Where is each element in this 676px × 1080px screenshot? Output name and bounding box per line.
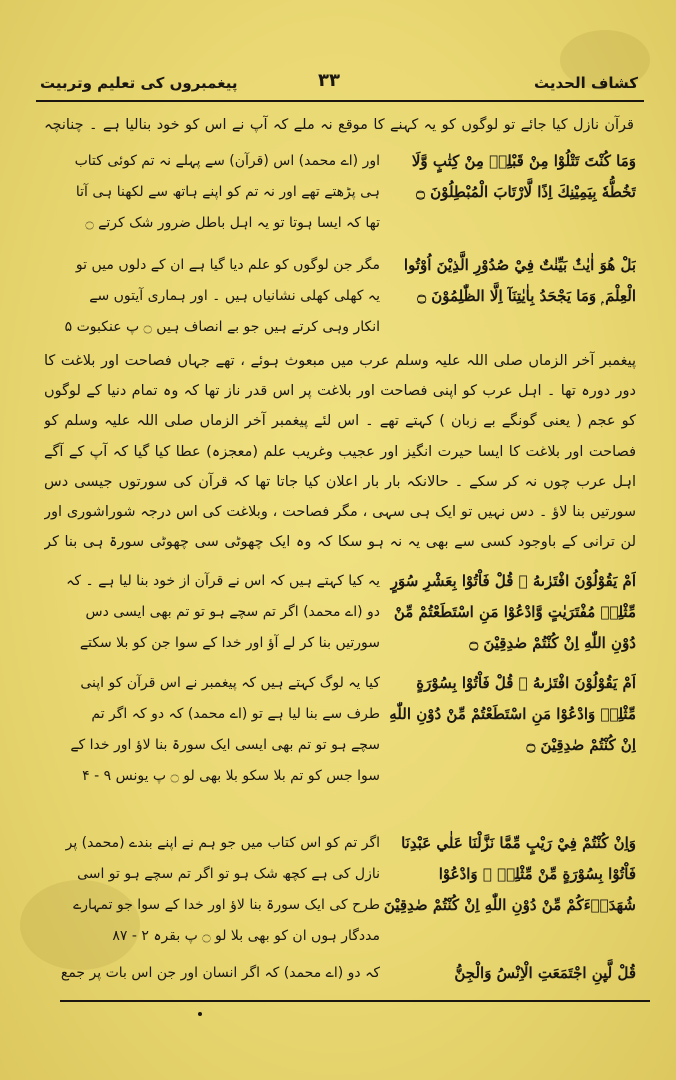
urdu-translation: مگر جن لوگوں کو علم دیا گیا ہے ان کے دلوں میں تو یہ کھلی کھلی نشانیاں ہیں ۔ اور ہماری آیتوں سے انکار وہی کرتے ہیں جو بے انصاف ہیں ۝ پ عنکبوت ۵ bbox=[64, 257, 380, 335]
intro-line: قرآن نازل کیا جائے تو لوگوں کو یہ کہنے کا موقع نہ ملے کہ آپ نے اس کو خود بنالیا ہے ۔ چنانچہ bbox=[44, 117, 634, 133]
arabic-verse: وَمَا كُنْتَ تَتْلُوْا مِنْ قَبْلِهٖ مِنْ كِتٰبٍ وَّلَا تَخُطُّهٗ بِيَمِيْنِكَ اِذًا لَّارْتَابَ الْمُبْطِلُوْنَ ۝ bbox=[411, 152, 636, 201]
page-number: ۳۳ bbox=[318, 70, 340, 91]
urdu-translation: یہ کیا کہتے ہیں کہ اس نے قرآن از خود بنا لیا ہے ۔ کہ دو (اے محمد) اگر تم سچے ہو تو تم بھی ایسی دس سورتیں بنا کر لے آؤ اور خدا کے سوا جن کو بلا سکتے bbox=[66, 573, 380, 651]
footer-rule bbox=[60, 1000, 650, 1002]
urdu-translation: اور (اے محمد) اس (قرآن) سے پہلے نہ تم کوئی کتاب ہی پڑھتے تھے اور نہ تم کو اپنے ہاتھ سے لکھنا ہی آتا تھا کہ ایسا ہوتا تو یہ اہل باطل ضرور شک کرتے ۝ bbox=[74, 153, 380, 231]
urdu-translation: کہ دو (اے محمد) کہ اگر انسان اور جن اس بات پر جمع bbox=[60, 965, 380, 981]
arabic-verse: اَمْ يَقُوْلُوْنَ افْتَرٰىهُ ۭ قُلْ فَاْتُوْا بِسُوْرَةٍ مِّثْلِهٖ وَادْعُوْا مَنِ اسْتَطَعْتُمْ مِّنْ دُوْنِ اللّٰهِ اِنْ كُنْتُمْ صٰدِقِيْنَ ۝ bbox=[389, 674, 636, 754]
ink-dot bbox=[198, 1012, 202, 1016]
arabic-verse: وَاِنْ كُنْتُمْ فِيْ رَيْبٍ مِّمَّا نَزَّلْنَا عَلٰي عَبْدِنَا فَاْتُوْا بِسُوْرَةٍ مِّنْ مِّثْلِهٖ ۠ وَادْعُوْا شُهَدَاۗءَكُمْ مِّنْ دُوْنِ اللّٰهِ اِنْ كُنْتُمْ صٰدِقِيْنَ bbox=[383, 834, 636, 914]
prose-paragraph: پیغمبر آخر الزماں صلی اللہ علیہ وسلم عرب میں مبعوث ہوئے ، تھے جہاں فصاحت اور بلاغت کا دور دورہ تھا ۔ اہل عرب کو اپنی فصاحت اور بلاغت پر اس قدر ناز تھا کہ وہ تمام دنیا کے لوگوں کو عجم ( یعنی گونگے بے زبان ) کہتے تھے ۔ اس لئے پیغمبر آخر الزماں صلی اللہ علیہ وسلم کو فصاحت اور بلاغت کا ایسا حیرت انگیز اور عجیب وغریب علم (معجزہ) عطا کیا گیا کہ آپ کے آگے اہل عرب چوں نہ کر سکے ۔ حالانکہ بار بار اعلان کیا جاتا تھا کہ قرآن کی سورتوں جیسی دس سورتیں بنا لاؤ ۔ دس نہیں تو ایک ہی سہی ، مگر فصاحت ، وبلاغت کی اس درجہ شوراشوری اور لن ترانی کے باوجود کسی سے بھی یہ نہ ہو سکا کہ وہ ایک چھوٹی سی چھوٹی سورۃ ہی بنا کر bbox=[44, 353, 636, 551]
arabic-verse: قُلْ لَّىِٕنِ اجْتَمَعَتِ الْاِنْسُ وَالْجِنُّ bbox=[454, 964, 636, 982]
book-title: کشاف الحدیث bbox=[533, 74, 638, 92]
urdu-translation: کیا یہ لوگ کہتے ہیں کہ پیغمبر نے اس قرآن کو اپنی طرف سے بنا لیا ہے تو (اے محمد) کہ دو کہ اگر تم سچے ہو تو تم بھی ایسی ایک سورۃ بنا لاؤ اور خدا کے سوا جس کو تم بلا سکو بلا بھی لو ۝ پ یونس ۹ - ۴ bbox=[70, 675, 380, 784]
urdu-translation: اگر تم کو اس کتاب میں جو ہم نے اپنے بندے (محمد) پر نازل کی ہے کچھ شک ہو تو اگر تم سچے ہو تو اسی طرح کی ایک سورۃ بنا لاؤ اور خدا کے سوا جو تمہارے مددگار ہوں ان کو بھی بلا لو ۝ پ بقرہ ۲ - ۸۷ bbox=[65, 835, 380, 944]
arabic-verse: اَمْ يَقُوْلُوْنَ افْتَرٰىهُ ۭ قُلْ فَاْتُوْا بِعَشْرِ سُوَرٍ مِّثْلِهٖ مُفْتَرَيٰتٍ وَّادْعُوْا مَنِ اسْتَطَعْتُمْ مِّنْ دُوْنِ اللّٰهِ اِنْ كُنْتُمْ صٰدِقِيْنَ ۝ bbox=[390, 572, 636, 652]
section-title: پیغمبروں کی تعلیم وتربیت bbox=[40, 74, 238, 92]
header-rule bbox=[36, 100, 644, 102]
arabic-verse: بَلْ هُوَ اٰيٰتٌۢ بَيِّنٰتٌ فِيْ صُدُوْرِ الَّذِيْنَ اُوْتُوا الْعِلْمَ ۭ وَمَا يَجْحَدُ بِاٰيٰتِنَآ اِلَّا الظّٰلِمُوْنَ ۝ bbox=[403, 256, 636, 305]
